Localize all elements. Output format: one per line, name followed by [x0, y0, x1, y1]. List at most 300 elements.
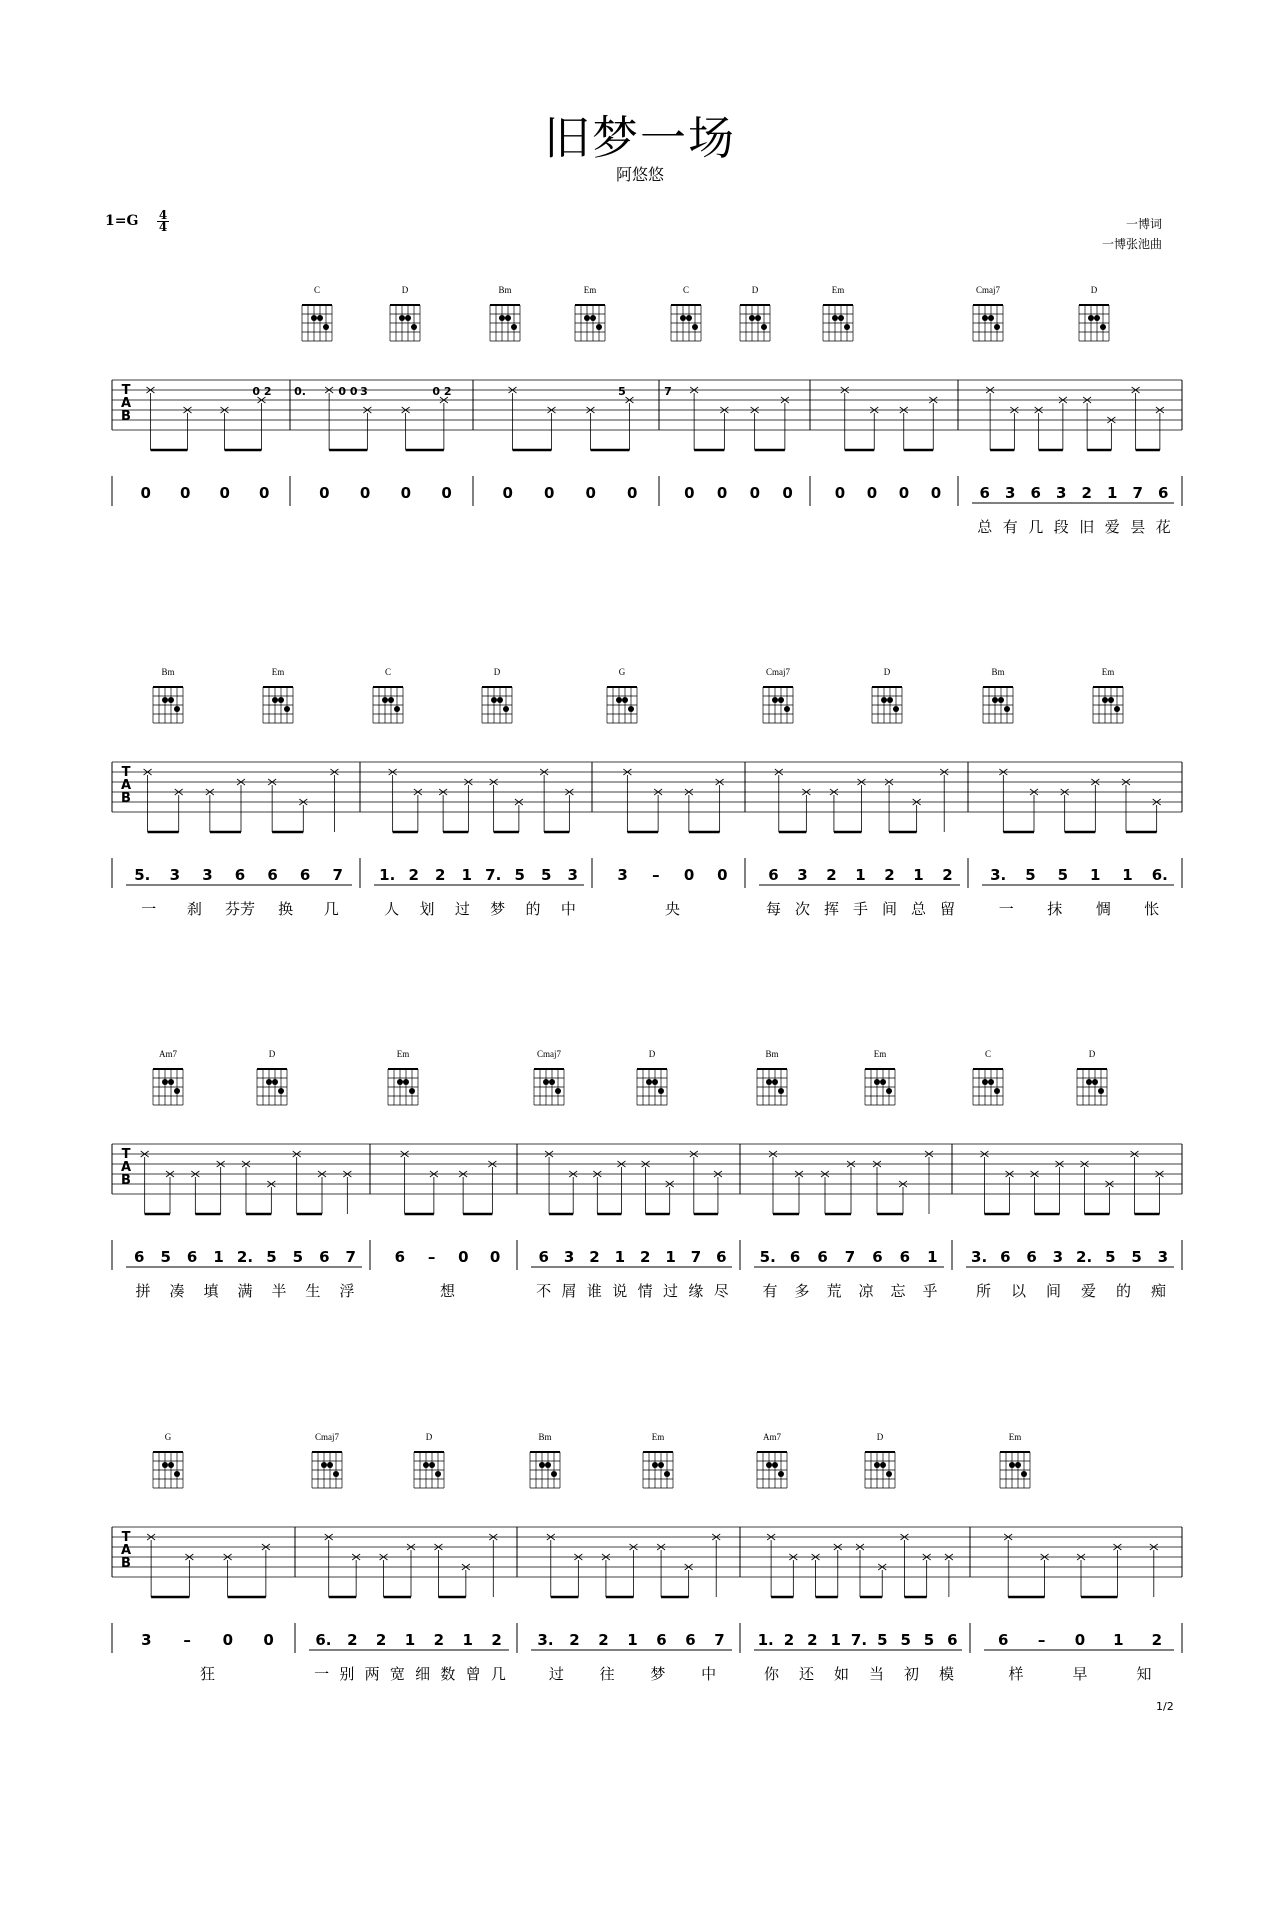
chord-finger-dot — [772, 1079, 778, 1085]
lyric-char: 荒 — [826, 1282, 842, 1300]
jianpu-note: 2 — [589, 1248, 600, 1266]
chord-finger-dot — [994, 324, 1000, 330]
lyric-char: 有 — [1002, 518, 1018, 536]
jianpu-note: 1. — [757, 1631, 774, 1649]
lyric-char: 说 — [612, 1282, 628, 1300]
jianpu-note: 0 — [866, 484, 878, 502]
jianpu-note: 0 — [140, 484, 151, 502]
lyric-char: 宽 — [389, 1665, 405, 1683]
tab-clef: B — [121, 791, 131, 806]
lyric-char: 模 — [938, 1665, 955, 1683]
lyric-char: 满 — [237, 1282, 253, 1300]
jianpu-note: 1 — [213, 1248, 224, 1266]
lyric-char: 一 — [141, 900, 157, 918]
chord-finger-dot — [1086, 1079, 1092, 1085]
tab-fret-number: 0 2 — [432, 385, 452, 398]
lyric-char: 缘 — [688, 1282, 704, 1300]
chord-finger-dot — [174, 1471, 180, 1477]
jianpu-note: 2 — [884, 866, 895, 884]
lyric-char: 以 — [1010, 1282, 1027, 1300]
jianpu-note: 3 — [169, 866, 181, 884]
chord-finger-dot — [549, 1079, 555, 1085]
chord-finger-dot — [982, 315, 988, 321]
jianpu-note: 1 — [830, 1631, 841, 1649]
jianpu-note: 5 — [1025, 866, 1036, 884]
jianpu-note: 5 — [877, 1631, 888, 1649]
lyric-char: 一 — [314, 1665, 330, 1683]
lyric-char: 填 — [203, 1282, 219, 1300]
chord-finger-dot — [1094, 315, 1100, 321]
tab-clef: B — [121, 1556, 131, 1571]
tab-clef: A — [120, 1543, 132, 1558]
chord-finger-dot — [491, 697, 497, 703]
lyric-char: 次 — [794, 900, 811, 918]
jianpu-note: 5 — [923, 1631, 935, 1649]
chord-name: Bm — [991, 667, 1005, 677]
lyric-char: 几 — [490, 1665, 506, 1683]
chord-finger-dot — [1100, 324, 1106, 330]
jianpu-note: 0 — [684, 484, 695, 502]
lyric-char: 多 — [794, 1282, 810, 1300]
jianpu-note: 0 — [458, 1248, 469, 1266]
chord-finger-dot — [321, 1462, 327, 1468]
lyric-char: 曾 — [465, 1665, 481, 1683]
jianpu-note: 6 — [538, 1248, 549, 1266]
chord-name: Em — [271, 667, 285, 677]
jianpu-note: 3 — [1056, 484, 1067, 502]
lyric-char: 乎 — [922, 1282, 938, 1300]
jianpu-note: 6 — [1158, 484, 1169, 502]
chord-finger-dot — [992, 697, 998, 703]
chord-name: Bm — [498, 285, 512, 295]
chord-name: D — [751, 285, 759, 295]
lyric-char: 几 — [323, 900, 339, 918]
tab-fret-number: 0 0 — [338, 385, 358, 398]
jianpu-note: 0 — [683, 866, 695, 884]
chord-finger-dot — [664, 1471, 670, 1477]
lyric-char: 中 — [701, 1665, 717, 1683]
chord-name: Cmaj7 — [976, 285, 1000, 295]
chord-name: D — [493, 667, 501, 677]
jianpu-note: 5 — [266, 1248, 277, 1266]
chord-finger-dot — [1021, 1471, 1027, 1477]
jianpu-note: 5 — [1105, 1248, 1116, 1266]
tab-clef: A — [120, 1160, 132, 1175]
lyric-char: 间 — [881, 900, 898, 918]
jianpu-note: 1 — [665, 1248, 676, 1266]
tab-fret-number: 5 — [618, 385, 626, 398]
chord-finger-dot — [832, 315, 838, 321]
lyric-char: 早 — [1072, 1665, 1088, 1683]
chord-finger-dot — [539, 1462, 545, 1468]
jianpu-note: 5 — [514, 866, 525, 884]
chord-finger-dot — [388, 697, 394, 703]
jianpu-note: 6 — [186, 1248, 198, 1266]
lyric-char: 凉 — [858, 1282, 874, 1300]
chord-finger-dot — [543, 1079, 549, 1085]
jianpu-note: 1 — [1107, 484, 1118, 502]
jianpu-note: 3 — [567, 866, 578, 884]
jianpu-note: 1 — [927, 1248, 938, 1266]
lyric-char: 拼 — [135, 1282, 151, 1300]
lyric-char: 所 — [975, 1282, 992, 1300]
lyric-char: 昙 — [1130, 518, 1146, 536]
chord-finger-dot — [382, 697, 388, 703]
chord-finger-dot — [772, 697, 778, 703]
jianpu-note: 7 — [345, 1248, 356, 1266]
lyric-char: 留 — [939, 900, 956, 918]
chord-name: D — [401, 285, 409, 295]
jianpu-note: 3 — [1052, 1248, 1064, 1266]
time-signature: 4 4 — [158, 208, 168, 234]
lyric-char: 的 — [525, 900, 541, 918]
chord-name: Em — [396, 1049, 410, 1059]
jianpu-note: 7. — [485, 866, 502, 884]
chord-name: C — [984, 1049, 992, 1059]
tab-clef: A — [120, 396, 132, 411]
chord-finger-dot — [590, 315, 596, 321]
chord-finger-dot — [284, 706, 290, 712]
jianpu-note: 3. — [537, 1631, 554, 1649]
jianpu-note: 0 — [585, 484, 596, 502]
jianpu-note: 6 — [817, 1248, 828, 1266]
lyric-char: 谁 — [586, 1282, 602, 1300]
jianpu-note: 6. — [1151, 866, 1168, 884]
chord-finger-dot — [584, 315, 590, 321]
jianpu-note: 5. — [134, 866, 151, 884]
chord-finger-dot — [174, 1088, 180, 1094]
lyric-char: 忘 — [890, 1282, 906, 1300]
lyric-char: 别 — [339, 1665, 355, 1683]
chord-name: Bm — [765, 1049, 779, 1059]
lyric-char: 想 — [439, 1282, 456, 1300]
chord-finger-dot — [497, 697, 503, 703]
chord-finger-dot — [658, 1088, 664, 1094]
chord-name: D — [648, 1049, 656, 1059]
lyric-char: 浮 — [339, 1282, 355, 1300]
jianpu-note: 3 — [563, 1248, 575, 1266]
jianpu-note: 1 — [462, 1631, 473, 1649]
chord-finger-dot — [766, 1079, 772, 1085]
chord-finger-dot — [622, 697, 628, 703]
jianpu-note: 3. — [971, 1248, 988, 1266]
chord-finger-dot — [880, 1079, 886, 1085]
jianpu-note: 3 — [1157, 1248, 1169, 1266]
jianpu-note: 2 — [807, 1631, 818, 1649]
jianpu-note: 1 — [1113, 1631, 1124, 1649]
jianpu-note: 5. — [759, 1248, 776, 1266]
jianpu-note: 6 — [685, 1631, 696, 1649]
chord-name: Am7 — [763, 1432, 781, 1442]
chord-finger-dot — [272, 1079, 278, 1085]
lyric-char: 人 — [384, 900, 400, 918]
chord-name: Am7 — [159, 1049, 177, 1059]
jianpu-note: 1. — [379, 866, 396, 884]
lyric-char: 当 — [868, 1665, 885, 1683]
jianpu-note: 6 — [234, 866, 246, 884]
chord-finger-dot — [680, 315, 686, 321]
jianpu-note: 6 — [319, 1248, 330, 1266]
chord-finger-dot — [766, 1462, 772, 1468]
jianpu-note: 0 — [489, 1248, 501, 1266]
chord-finger-dot — [505, 315, 511, 321]
chord-name: Em — [583, 285, 597, 295]
chord-finger-dot — [174, 706, 180, 712]
jianpu-note: 0 — [749, 484, 761, 502]
jianpu-note: 1 — [614, 1248, 626, 1266]
jianpu-note: 6 — [899, 1248, 911, 1266]
chord-name: D — [883, 667, 891, 677]
chord-finger-dot — [1004, 706, 1010, 712]
chord-finger-dot — [616, 697, 622, 703]
lyric-char: 不 — [536, 1282, 552, 1300]
chord-finger-dot — [162, 1079, 168, 1085]
jianpu-note: 0 — [400, 484, 412, 502]
tab-clef: A — [120, 778, 132, 793]
lyric-char: 央 — [664, 900, 681, 918]
jianpu-note: 0 — [716, 484, 728, 502]
lyric-char: 挥 — [823, 900, 840, 918]
jianpu-note: 6 — [947, 1631, 958, 1649]
jianpu-note: 0 — [930, 484, 942, 502]
jianpu-note: 6 — [1030, 484, 1041, 502]
lyric-char: 抹 — [1047, 900, 1063, 918]
jianpu-note: 7 — [690, 1248, 702, 1266]
jianpu-note: 2 — [408, 866, 419, 884]
lyric-char: 往 — [599, 1665, 615, 1683]
chord-finger-dot — [658, 1462, 664, 1468]
jianpu-note: 3. — [990, 866, 1007, 884]
lyric-char: 的 — [1115, 1282, 1132, 1300]
lyric-char: 尽 — [713, 1282, 729, 1300]
lyricist-credit: 一博词 — [1125, 217, 1162, 231]
tab-clef: B — [121, 1173, 131, 1188]
lyric-char: 芬芳 — [224, 900, 256, 918]
lyric-char: 凑 — [169, 1282, 185, 1300]
jianpu-note: 2 — [639, 1248, 651, 1266]
chord-finger-dot — [394, 706, 400, 712]
jianpu-note: 0 — [263, 1631, 274, 1649]
jianpu-note: 6 — [299, 866, 311, 884]
jianpu-note: 3 — [141, 1631, 152, 1649]
jianpu-note: 0 — [627, 484, 638, 502]
chord-finger-dot — [511, 324, 517, 330]
chord-finger-dot — [317, 315, 323, 321]
lyric-char: 旧 — [1079, 518, 1095, 536]
chord-name: D — [425, 1432, 433, 1442]
chord-name: Cmaj7 — [766, 667, 790, 677]
lyric-char: 花 — [1155, 518, 1171, 536]
chord-finger-dot — [652, 1079, 658, 1085]
lyric-char: 每 — [765, 900, 782, 918]
jianpu-note: 1 — [461, 866, 472, 884]
chord-finger-dot — [1108, 697, 1114, 703]
lyric-char: 换 — [278, 900, 294, 918]
jianpu-note: 6 — [1000, 1248, 1011, 1266]
chord-finger-dot — [278, 1088, 284, 1094]
jianpu-note: 6 — [789, 1248, 801, 1266]
jianpu-note: 5 — [160, 1248, 171, 1266]
chord-finger-dot — [874, 1079, 880, 1085]
jianpu-note: 0 — [544, 484, 555, 502]
lyric-char: 刹 — [186, 900, 202, 918]
chord-finger-dot — [998, 697, 1004, 703]
lyric-char: 如 — [833, 1665, 850, 1683]
tab-fret-number: 0. — [294, 385, 306, 398]
chord-name: G — [164, 1432, 172, 1442]
jianpu-note: 7 — [714, 1631, 725, 1649]
jianpu-note: 2 — [1151, 1631, 1163, 1649]
lyric-char: 还 — [798, 1665, 815, 1683]
jianpu-note: 7. — [850, 1631, 868, 1649]
jianpu-note: 0 — [219, 484, 230, 502]
jianpu-note: 2 — [598, 1631, 609, 1649]
lyric-char: 过 — [663, 1282, 679, 1300]
chord-finger-dot — [311, 315, 317, 321]
chord-name: Cmaj7 — [315, 1432, 339, 1442]
jianpu-note: 6 — [768, 866, 779, 884]
chord-finger-dot — [628, 706, 634, 712]
lyric-char: 手 — [852, 900, 869, 918]
jianpu-note: 2 — [433, 1631, 445, 1649]
chord-finger-dot — [1088, 315, 1094, 321]
chord-finger-dot — [778, 697, 784, 703]
jianpu-note: 2 — [1081, 484, 1092, 502]
lyric-char: 情 — [637, 1282, 653, 1300]
lyric-char: 过 — [454, 900, 470, 918]
chord-name: C — [313, 285, 321, 295]
jianpu-note: 1 — [1122, 866, 1133, 884]
chord-finger-dot — [646, 1079, 652, 1085]
tab-fret-number: 3 — [360, 385, 368, 398]
chord-finger-dot — [880, 1462, 886, 1468]
chord-finger-dot — [988, 315, 994, 321]
lyric-char: 中 — [560, 900, 576, 918]
lyric-char: 有 — [762, 1282, 778, 1300]
lyric-char: 划 — [419, 900, 435, 918]
chord-finger-dot — [749, 315, 755, 321]
chord-finger-dot — [982, 1079, 988, 1085]
chord-name: D — [876, 1432, 884, 1442]
chord-finger-dot — [555, 1088, 561, 1094]
tab-fret-number: 0 2 — [252, 385, 272, 398]
chord-name: Em — [873, 1049, 887, 1059]
chord-finger-dot — [272, 697, 278, 703]
jianpu-note: 2 — [826, 866, 837, 884]
jianpu-note: 0 — [782, 484, 793, 502]
jianpu-note: 5 — [541, 866, 552, 884]
chord-finger-dot — [399, 315, 405, 321]
chord-finger-dot — [327, 1462, 333, 1468]
jianpu-note: 3 — [617, 866, 628, 884]
jianpu-note: 2 — [375, 1631, 387, 1649]
chord-finger-dot — [994, 1088, 1000, 1094]
chord-finger-dot — [266, 1079, 272, 1085]
chord-finger-dot — [411, 324, 417, 330]
jianpu-note: 6 — [872, 1248, 883, 1266]
chord-finger-dot — [168, 1462, 174, 1468]
jianpu-note: 5 — [1057, 866, 1069, 884]
jianpu-note: 1 — [855, 866, 866, 884]
chord-finger-dot — [162, 697, 168, 703]
lyric-char: 细 — [415, 1665, 431, 1683]
chord-finger-dot — [988, 1079, 994, 1085]
chord-finger-dot — [893, 706, 899, 712]
chord-name: Em — [1008, 1432, 1022, 1442]
jianpu-note: 2 — [347, 1631, 358, 1649]
jianpu-note: 0 — [222, 1631, 234, 1649]
chord-finger-dot — [761, 324, 767, 330]
jianpu-note: 0 — [898, 484, 910, 502]
lyric-char: 梦 — [650, 1665, 666, 1683]
jianpu-note: 6 — [716, 1248, 727, 1266]
lyric-char: 总 — [910, 900, 927, 918]
jianpu-note: 0 — [717, 866, 728, 884]
jianpu-note: 7 — [844, 1248, 856, 1266]
jianpu-note: 5 — [1131, 1248, 1142, 1266]
chord-finger-dot — [772, 1462, 778, 1468]
jianpu-note: – — [427, 1248, 436, 1266]
jianpu-note: 0 — [180, 484, 191, 502]
chord-finger-dot — [1015, 1462, 1021, 1468]
jianpu-note: 6 — [656, 1631, 667, 1649]
jianpu-note: 0 — [441, 484, 452, 502]
chord-finger-dot — [435, 1471, 441, 1477]
chord-name: Bm — [161, 667, 175, 677]
chord-name: C — [682, 285, 690, 295]
jianpu-note: 1 — [913, 866, 924, 884]
page-number: 1/2 — [1156, 1700, 1174, 1713]
lyric-char: 过 — [548, 1665, 564, 1683]
lyric-char: 屑 — [561, 1282, 577, 1300]
jianpu-note: 1 — [627, 1631, 638, 1649]
tab-clef: T — [121, 765, 131, 780]
lyric-char: 一 — [998, 900, 1014, 918]
lyric-char: 生 — [305, 1282, 321, 1300]
key-signature: 1=G — [105, 213, 139, 229]
lyric-char: 怅 — [1144, 900, 1160, 918]
chord-name: Bm — [538, 1432, 552, 1442]
chord-finger-dot — [423, 1462, 429, 1468]
chord-finger-dot — [887, 697, 893, 703]
jianpu-note: 0 — [502, 484, 513, 502]
chord-name: Em — [651, 1432, 665, 1442]
chord-finger-dot — [755, 315, 761, 321]
lyric-char: 初 — [903, 1665, 920, 1683]
jianpu-note: – — [183, 1631, 191, 1649]
chord-finger-dot — [403, 1079, 409, 1085]
chord-finger-dot — [652, 1462, 658, 1468]
chord-finger-dot — [844, 324, 850, 330]
chord-finger-dot — [596, 324, 602, 330]
jianpu-note: 1 — [1089, 866, 1101, 884]
chord-finger-dot — [503, 706, 509, 712]
jianpu-note: 6 — [1026, 1248, 1037, 1266]
chord-name: D — [268, 1049, 276, 1059]
tab-clef: T — [121, 1530, 131, 1545]
lyric-char: 梦 — [490, 900, 506, 918]
chord-finger-dot — [323, 324, 329, 330]
chord-name: D — [1090, 285, 1098, 295]
jianpu-note: 2 — [491, 1631, 502, 1649]
chord-finger-dot — [874, 1462, 880, 1468]
chord-finger-dot — [545, 1462, 551, 1468]
jianpu-note: 2. — [1076, 1248, 1093, 1266]
chord-finger-dot — [499, 315, 505, 321]
jianpu-note: 2 — [435, 866, 446, 884]
chord-finger-dot — [838, 315, 844, 321]
chord-finger-dot — [784, 706, 790, 712]
